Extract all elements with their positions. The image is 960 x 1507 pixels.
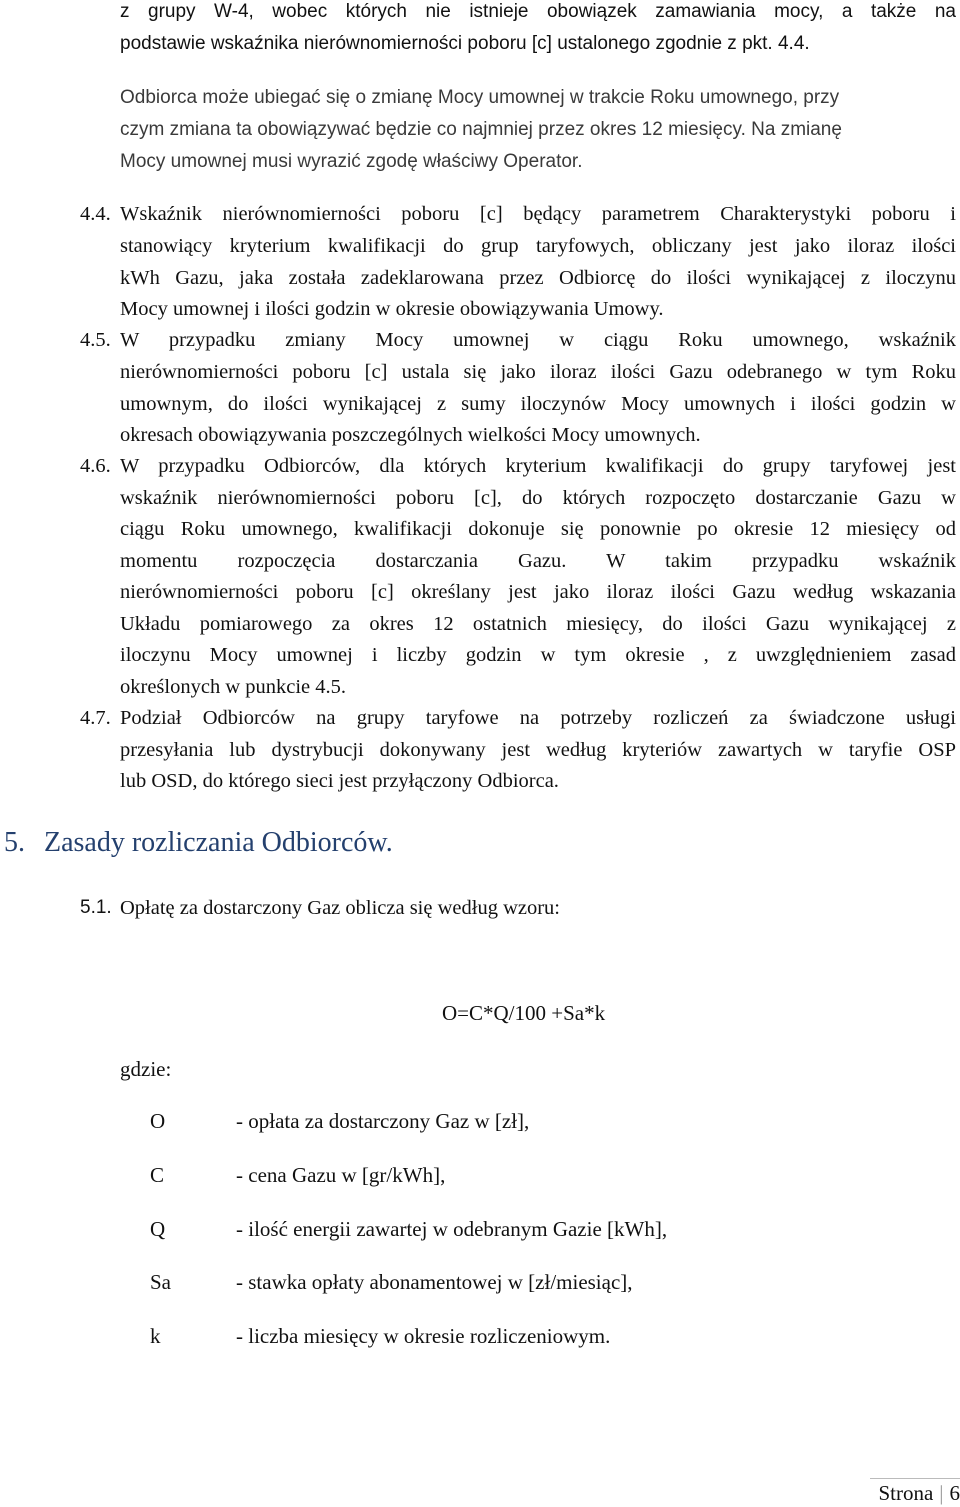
paragraph-number: 5.1.	[80, 896, 112, 920]
paragraph-line: kWh Gazu, jaka została zadeklarowana przez Odbiorcę do ilości wynikającej z iloczynu	[120, 266, 956, 290]
where-label: gdzie:	[120, 1056, 171, 1082]
paragraph-line: momentu rozpoczęcia dostarczania Gazu. W takim przypadku wskaźnik	[120, 549, 956, 573]
page-label: Strona	[878, 1481, 933, 1505]
legend-symbol: O	[150, 1108, 165, 1134]
paragraph-line: nierównomierności poboru [c] określany jest jako iloraz ilości Gazu według wskazania	[120, 580, 956, 604]
paragraph-number: 4.7.	[80, 706, 111, 730]
paragraph-number: 4.6.	[80, 454, 111, 478]
intro-line: z grupy W-4, wobec których nie istnieje obowiązek zamawiania mocy, a także na	[120, 0, 956, 24]
paragraph-line: W przypadku Odbiorców, dla których kryterium kwalifikacji do grupy taryfowej jest	[120, 454, 956, 478]
paragraph-line: Układu pomiarowego za okres 12 ostatnich miesięcy, do ilości Gazu wynikającej z	[120, 612, 956, 636]
paragraph-line: określonych w punkcie 4.5.	[120, 675, 346, 699]
legend-symbol: k	[150, 1323, 161, 1349]
paragraph-line: wskaźnik nierównomierności poboru [c], do których rozpoczęto dostarczanie Gazu w	[120, 486, 956, 510]
paragraph-line: W przypadku zmiany Mocy umownej w ciągu Roku umownego, wskaźnik	[120, 328, 956, 352]
section-title: Zasady rozliczania Odbiorców.	[44, 827, 393, 858]
footer-divider: |	[933, 1481, 949, 1505]
legend-description: - opłata za dostarczony Gaz w [zł],	[236, 1108, 529, 1134]
paragraph-line: Podział Odbiorców na grupy taryfowe na potrzeby rozliczeń za świadczone usługi	[120, 706, 956, 730]
formula: O=C*Q/100 +Sa*k	[442, 1000, 605, 1026]
legend-description: - cena Gazu w [gr/kWh],	[236, 1162, 445, 1188]
page-footer	[870, 1478, 960, 1507]
section-heading	[4, 826, 393, 860]
paragraph-line: Mocy umownej i ilości godzin w okresie obowiązywania Umowy.	[120, 297, 664, 321]
legend-description: - stawka opłaty abonamentowej w [zł/miesiąc],	[236, 1269, 633, 1295]
intro-line: czym zmiana ta obowiązywać będzie co najmniej przez okres 12 miesięcy. Na zmianę	[120, 118, 842, 142]
paragraph-line: iloczynu Mocy umownej i liczby godzin w tym okresie , z uwzględnieniem zasad	[120, 643, 956, 667]
page-number: 6	[950, 1481, 960, 1505]
paragraph-line: nierównomierności poboru [c] ustala się jako iloraz ilości Gazu odebranego w tym Roku	[120, 360, 956, 384]
paragraph-number: 4.4.	[80, 202, 111, 226]
paragraph-number: 4.5.	[80, 328, 111, 352]
legend-symbol: C	[150, 1162, 164, 1188]
paragraph-line: przesyłania lub dystrybucji dokonywany jest według kryteriów zawartych w taryfie OSP	[120, 738, 956, 762]
legend-description: - ilość energii zawartej w odebranym Gazie [kWh],	[236, 1216, 667, 1242]
paragraph-line: stanowiący kryterium kwalifikacji do grup taryfowych, obliczany jest jako iloraz ilości	[120, 234, 956, 258]
section-number: 5.	[4, 826, 44, 860]
paragraph-line: ciągu Roku umownego, kwalifikacji dokonuje się ponownie po okresie 12 miesięcy od	[120, 517, 956, 541]
intro-line: Odbiorca może ubiegać się o zmianę Mocy umownej w trakcie Roku umownego, przy	[120, 86, 839, 110]
legend-description: - liczba miesięcy w okresie rozliczeniowym.	[236, 1323, 610, 1349]
paragraph-line: okresach obowiązywania poszczególnych wielkości Mocy umownych.	[120, 423, 701, 447]
legend-symbol: Sa	[150, 1269, 171, 1295]
paragraph-line: lub OSD, do którego sieci jest przyłączony Odbiorca.	[120, 769, 559, 793]
intro-line: podstawie wskaźnika nierównomierności poboru [c] ustalonego zgodnie z pkt. 4.4.	[120, 32, 836, 56]
intro-line: Mocy umownej musi wyrazić zgodę właściwy Operator.	[120, 150, 583, 174]
paragraph-line: Wskaźnik nierównomierności poboru [c] będący parametrem Charakterystyki poboru i	[120, 202, 956, 226]
paragraph-line: umownym, do ilości wynikającej z sumy iloczynów Mocy umownych i ilości godzin w	[120, 392, 956, 416]
legend-symbol: Q	[150, 1216, 165, 1242]
paragraph-line: Opłatę za dostarczony Gaz oblicza się według wzoru:	[120, 896, 560, 920]
